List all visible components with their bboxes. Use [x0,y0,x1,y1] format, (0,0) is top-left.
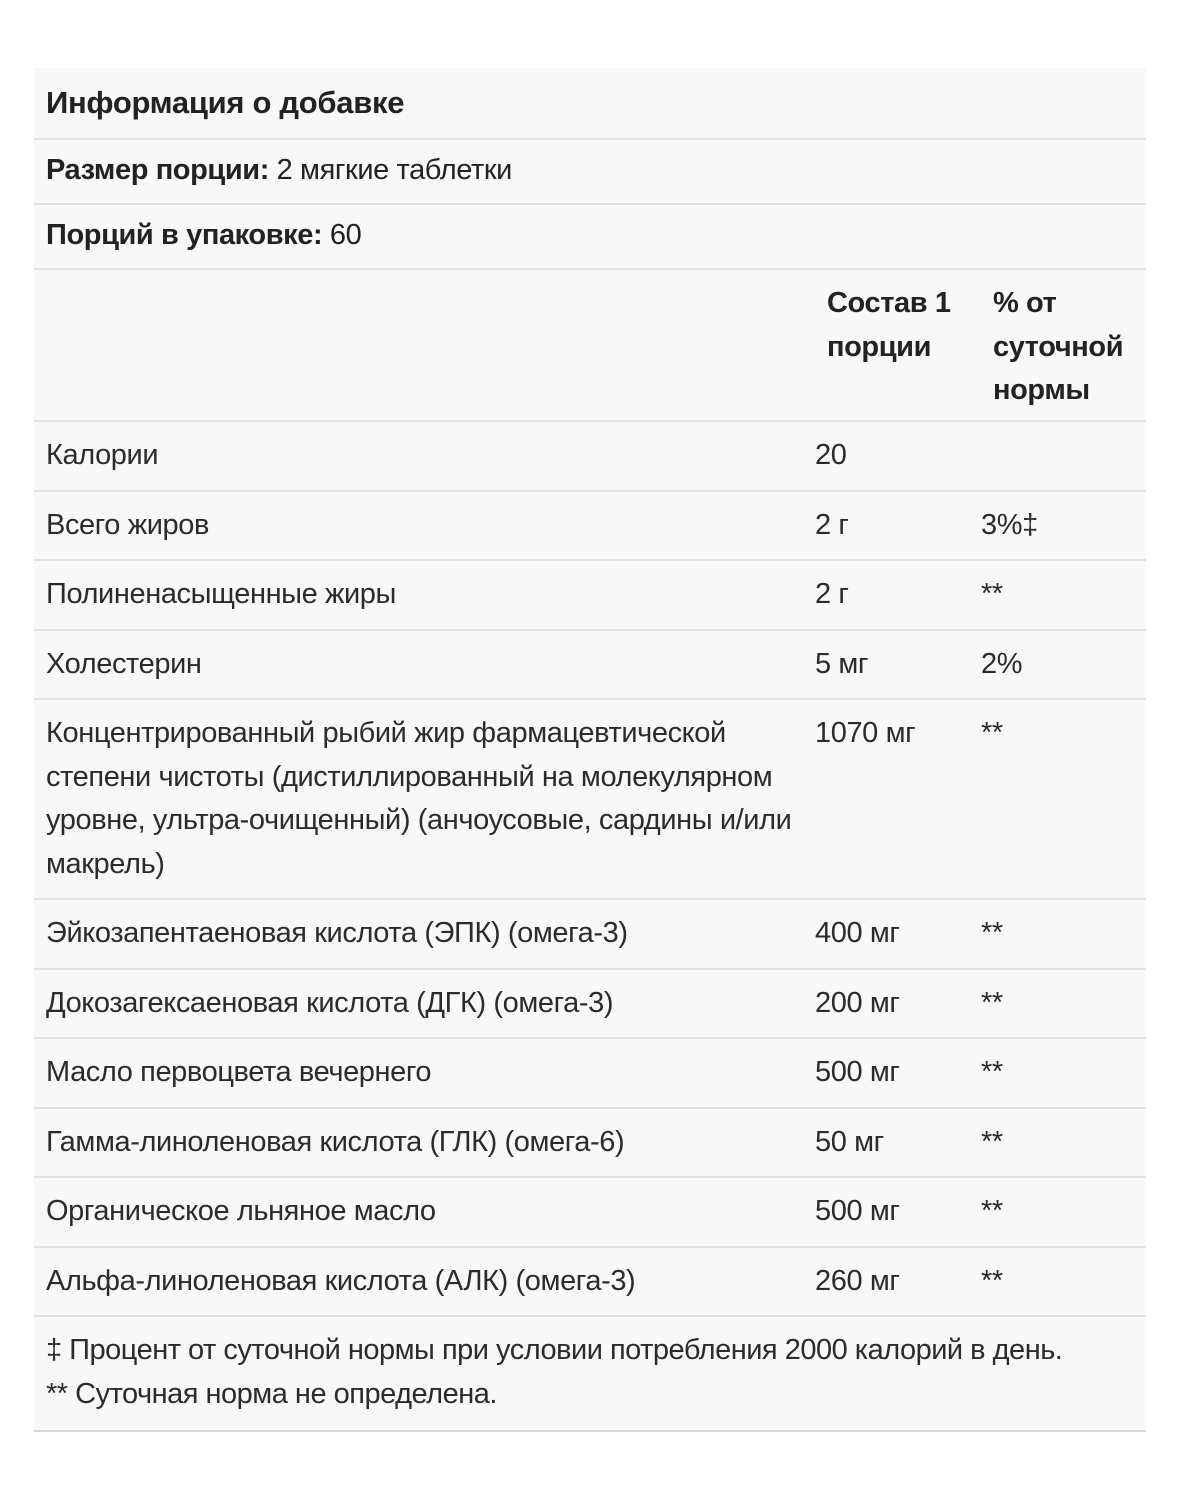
servings-per-container-row [34,205,1146,270]
nutrient-row [34,561,1146,631]
nutrient-daily-value: ** [981,1125,1003,1158]
nutrient-daily-value: ** [981,986,1003,1019]
nutrient-amount: 500 мг [815,1195,900,1227]
nutrient-row [34,970,1146,1040]
servings-per-container-value: 60 [322,219,362,251]
serving-size-value: 2 мягкие таблетки [268,154,512,186]
nutrient-name: Всего жиров [46,508,209,541]
nutrient-name: Масло первоцвета вечернего [46,1056,432,1088]
nutrient-name: Холестерин [46,647,202,680]
footnote-daily-value: ‡ Процент от суточной нормы при условии потребления 2000 калорий в день. [46,1334,1063,1366]
nutrient-amount: 1070 мг [815,717,916,749]
nutrient-amount: 5 мг [815,647,869,680]
nutrient-row [34,1248,1146,1318]
nutrient-table [34,422,1146,1317]
nutrient-name: Органическое льняное масло [46,1195,436,1227]
nutrient-row [34,492,1146,562]
servings-per-container-label: Порций в упаковке: [46,219,323,251]
nutrient-amount: 260 мг [815,1264,900,1297]
nutrient-amount: 50 мг [815,1125,884,1158]
nutrient-name: Докозагексаеновая кислота (ДГК) (омега-3) [46,986,614,1019]
servings-per-container [46,219,361,252]
nutrient-row [34,1039,1146,1109]
nutrient-row [34,900,1146,970]
nutrient-daily-value: ** [981,1264,1003,1297]
nutrient-amount: 500 мг [815,1056,900,1088]
daily-value-column-header: % от суточной нормы [993,287,1124,406]
nutrient-daily-value: ** [981,1056,1003,1088]
nutrient-name: Полиненасыщенные жиры [46,578,396,610]
nutrient-name: Концентрированный рыбий жир фармацевтической степени чистоты (дистиллированный на молекулярном уровне, ультра-очищенный) (анчоусовые, сардины и/или макрель) [46,717,792,880]
nutrient-row [34,700,1146,900]
nutrient-amount: 200 мг [815,986,900,1019]
nutrient-daily-value: 3%‡ [981,508,1038,541]
nutrient-daily-value: ** [981,1195,1003,1227]
nutrient-daily-value: ** [981,917,1003,949]
footnotes [34,1317,1146,1432]
nutrient-amount: 400 мг [815,917,900,949]
nutrient-name: Эйкозапентаеновая кислота (ЭПК) (омега-3) [46,917,628,949]
column-header-row [34,270,1146,422]
panel-title: Информация о добавке [46,85,405,120]
nutrient-daily-value: ** [981,578,1003,610]
footnote-not-established: ** Суточная норма не определена. [46,1377,497,1410]
nutrient-daily-value: ** [981,717,1003,749]
nutrient-row [34,631,1146,701]
nutrient-row [34,422,1146,492]
amount-column-header: Состав 1 порции [827,287,951,363]
nutrient-name: Гамма-линоленовая кислота (ГЛК) (омега-6) [46,1125,625,1158]
nutrient-amount: 20 [815,439,847,471]
supplement-facts-panel [34,68,1146,1432]
nutrient-name: Альфа-линоленовая кислота (АЛК) (омега-3) [46,1264,636,1297]
nutrient-name: Калории [46,439,159,471]
nutrient-row [34,1109,1146,1179]
serving-size-label: Размер порции: [46,154,269,186]
serving-size-row [34,140,1146,205]
nutrient-daily-value: 2% [981,647,1023,680]
panel-title-row [34,68,1146,140]
nutrient-amount: 2 г [815,508,849,541]
nutrient-row [34,1178,1146,1248]
nutrient-amount: 2 г [815,578,849,610]
serving-size [46,154,512,187]
